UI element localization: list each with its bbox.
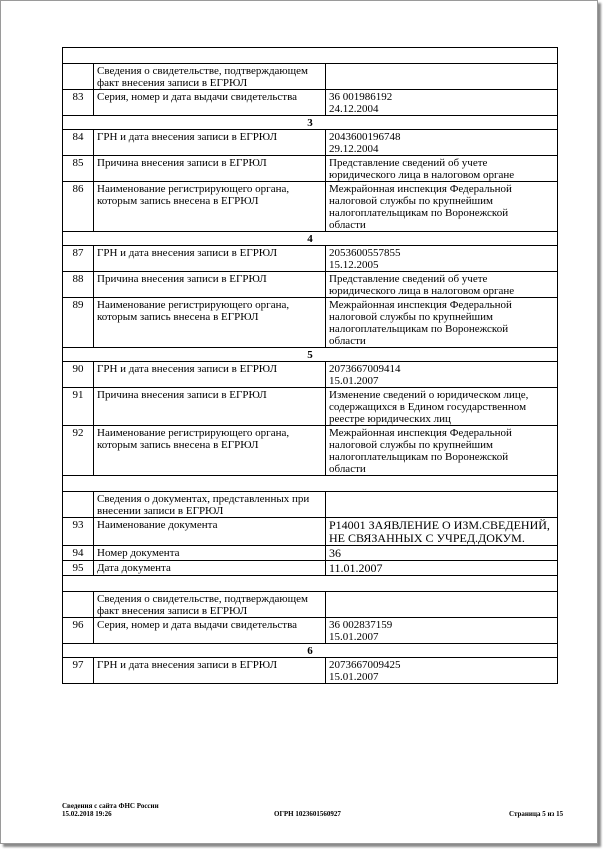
section-number: 5 [63, 348, 558, 362]
field-value-line: налогоплательщикам по Воронежской [329, 323, 509, 335]
field-value-line: 36 001986192 [329, 91, 393, 103]
field-label: Причина внесения записи в ЕГРЮЛ [94, 156, 326, 182]
field-value-line: 36 [329, 546, 341, 560]
field-value [326, 272, 558, 298]
record-row [63, 658, 558, 684]
row-number: 88 [63, 272, 94, 298]
field-label: Наименование регистрирующего органа, которым запись внесена в ЕГРЮЛ [94, 182, 326, 232]
empty-num-cell [63, 592, 94, 618]
blank-cell [63, 48, 558, 64]
footer-ogrn: ОГРН 1023601560927 [274, 810, 341, 818]
field-label: Наименование регистрирующего органа, которым запись внесена в ЕГРЮЛ [94, 298, 326, 348]
footer-source-title: Сведения с сайта ФНС России [62, 802, 159, 810]
field-value-line: 11.01.2007 [329, 561, 383, 575]
field-value-line: налоговой службы по крупнейшим [329, 195, 493, 207]
field-label: Серия, номер и дата выдачи свидетельства [94, 618, 326, 644]
field-value [326, 156, 558, 182]
egrul-records-table [62, 47, 558, 684]
record-row [63, 130, 558, 156]
field-value-line: налогоплательщикам по Воронежской [329, 451, 509, 463]
field-value-line: Межрайонная инспекция Федеральной [329, 427, 512, 439]
blank-row [63, 48, 558, 64]
field-value [326, 426, 558, 476]
record-row [63, 246, 558, 272]
empty-value-cell [326, 592, 558, 618]
row-number: 96 [63, 618, 94, 644]
field-value-line: области [329, 463, 366, 475]
subsection-header-row [63, 592, 558, 618]
subsection-header: Сведения о свидетельстве, подтверждающем факт внесения записи в ЕГРЮЛ [94, 64, 326, 90]
field-label: ГРН и дата внесения записи в ЕГРЮЛ [94, 130, 326, 156]
egrul-records-body [63, 48, 558, 684]
row-number: 86 [63, 182, 94, 232]
subsection-header-row [63, 492, 558, 518]
field-value-line: области [329, 219, 366, 231]
field-label: ГРН и дата внесения записи в ЕГРЮЛ [94, 658, 326, 684]
row-number: 91 [63, 388, 94, 426]
row-number: 95 [63, 561, 94, 576]
subsection-header-row [63, 64, 558, 90]
blank-cell [63, 476, 558, 492]
record-row [63, 618, 558, 644]
record-row [63, 561, 558, 576]
field-value-line: 2073667009414 [329, 363, 401, 375]
field-value-line: 2053600557855 [329, 247, 401, 259]
field-value-line: налоговой службы по крупнейшим [329, 311, 493, 323]
footer-page-number: Страница 5 из 15 [509, 810, 564, 818]
subsection-header: Сведения о свидетельстве, подтверждающем факт внесения записи в ЕГРЮЛ [94, 592, 326, 618]
field-value-line: реестре юридических лиц [329, 413, 451, 425]
field-value [326, 388, 558, 426]
empty-value-cell [326, 492, 558, 518]
record-row [63, 298, 558, 348]
row-number: 97 [63, 658, 94, 684]
field-value [326, 90, 558, 116]
field-label: ГРН и дата внесения записи в ЕГРЮЛ [94, 246, 326, 272]
field-value-line: Представление сведений об учете [329, 273, 488, 285]
field-value-line: юридического лица в налоговом органе [329, 285, 515, 297]
field-value-line: Представление сведений об учете [329, 157, 488, 169]
field-label: Причина внесения записи в ЕГРЮЛ [94, 388, 326, 426]
field-value-line: 2043600196748 [329, 131, 401, 143]
row-number: 94 [63, 546, 94, 561]
field-value-line: 2073667009425 [329, 659, 401, 671]
field-value-line: 24.12.2004 [329, 103, 379, 115]
section-number: 6 [63, 644, 558, 658]
field-value-line: области [329, 335, 366, 347]
record-row [63, 426, 558, 476]
field-value-line: юридического лица в налоговом органе [329, 169, 515, 181]
field-label: Причина внесения записи в ЕГРЮЛ [94, 272, 326, 298]
field-label: Наименование регистрирующего органа, которым запись внесена в ЕГРЮЛ [94, 426, 326, 476]
row-number: 84 [63, 130, 94, 156]
row-number: 90 [63, 362, 94, 388]
footer-source-date: 15.02.2018 19:26 [62, 810, 112, 818]
field-label: ГРН и дата внесения записи в ЕГРЮЛ [94, 362, 326, 388]
field-value-line: 15.12.2005 [329, 259, 379, 271]
field-value-line: 15.01.2007 [329, 375, 379, 387]
field-value-line: НЕ СВЯЗАННЫХ С УЧРЕД.ДОКУМ. [329, 531, 525, 545]
field-value-line: Изменение сведений о юридическом лице, [329, 389, 529, 401]
record-row [63, 388, 558, 426]
field-label: Номер документа [94, 546, 326, 561]
field-value-line: 36 002837159 [329, 619, 393, 631]
field-value [326, 246, 558, 272]
field-value-line: 29.12.2004 [329, 143, 379, 155]
field-value-line: налоговой службы по крупнейшим [329, 439, 493, 451]
record-row [63, 90, 558, 116]
field-value-line: 15.01.2007 [329, 671, 379, 683]
empty-value-cell [326, 64, 558, 90]
record-row [63, 362, 558, 388]
field-value [326, 658, 558, 684]
field-value-line: содержащихся в Едином государственном [329, 401, 527, 413]
subsection-header: Сведения о документах, представленных при внесении записи в ЕГРЮЛ [94, 492, 326, 518]
footer-source [62, 802, 159, 818]
section-number-row [63, 232, 558, 246]
blank-cell [63, 576, 558, 592]
empty-num-cell [63, 492, 94, 518]
blank-row [63, 476, 558, 492]
field-value [326, 561, 558, 576]
blank-row [63, 576, 558, 592]
row-number: 89 [63, 298, 94, 348]
section-number-row [63, 644, 558, 658]
field-value-line: Р14001 ЗАЯВЛЕНИЕ О ИЗМ.СВЕДЕНИЙ, [329, 518, 550, 532]
record-row [63, 518, 558, 546]
field-value-line: Межрайонная инспекция Федеральной [329, 299, 512, 311]
record-row [63, 182, 558, 232]
row-number: 85 [63, 156, 94, 182]
field-label: Серия, номер и дата выдачи свидетельства [94, 90, 326, 116]
field-value-line: 15.01.2007 [329, 631, 379, 643]
field-value [326, 362, 558, 388]
field-label: Наименование документа [94, 518, 326, 546]
field-value [326, 182, 558, 232]
record-row [63, 156, 558, 182]
field-value [326, 298, 558, 348]
field-value-line: Межрайонная инспекция Федеральной [329, 183, 512, 195]
field-value [326, 518, 558, 546]
section-number: 4 [63, 232, 558, 246]
field-value [326, 130, 558, 156]
field-value [326, 546, 558, 561]
field-value-line: налогоплательщикам по Воронежской [329, 207, 509, 219]
row-number: 87 [63, 246, 94, 272]
field-label: Дата документа [94, 561, 326, 576]
record-row [63, 546, 558, 561]
section-number: 3 [63, 116, 558, 130]
row-number: 92 [63, 426, 94, 476]
section-number-row [63, 116, 558, 130]
field-value [326, 618, 558, 644]
row-number: 83 [63, 90, 94, 116]
empty-num-cell [63, 64, 94, 90]
section-number-row [63, 348, 558, 362]
record-row [63, 272, 558, 298]
row-number: 93 [63, 518, 94, 546]
